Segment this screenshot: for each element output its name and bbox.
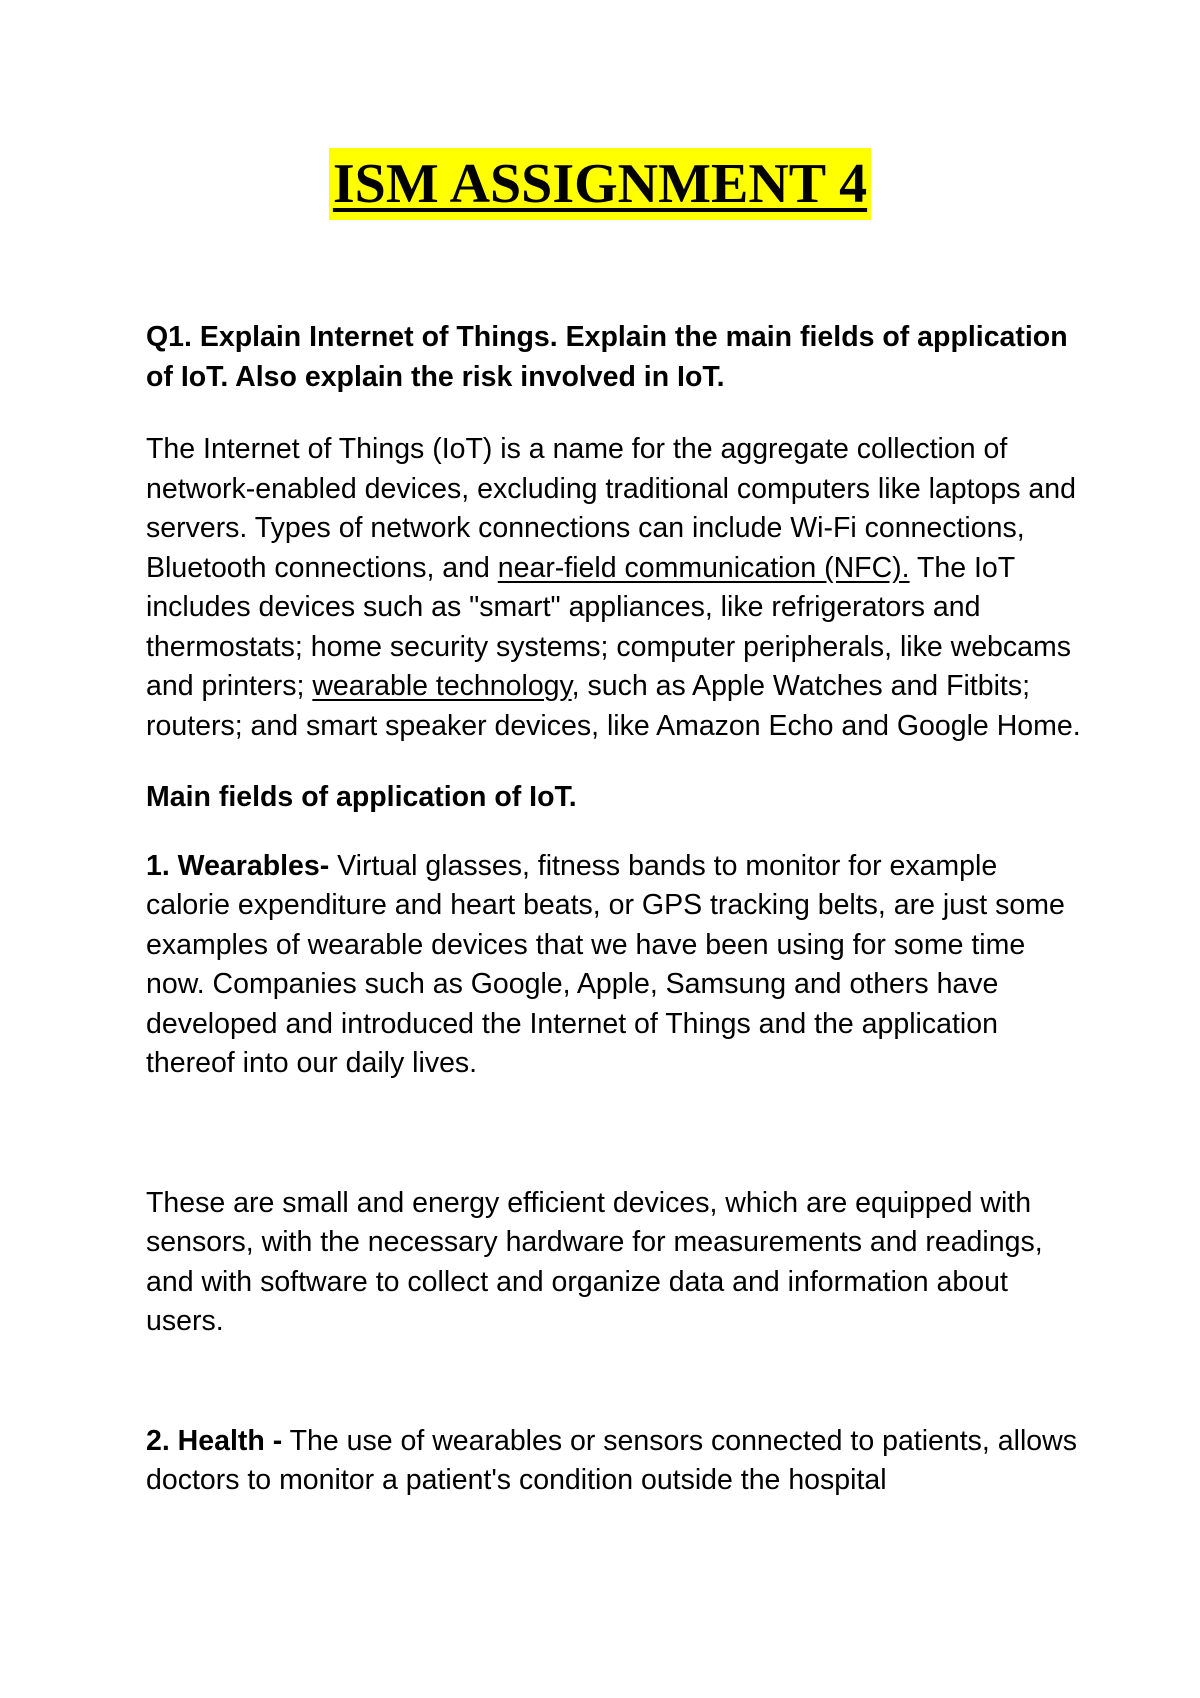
question-heading: Q1. Explain Internet of Things. Explain the main fields of application of IoT. Also explain the risk involved in IoT.	[146, 321, 1068, 393]
intro-text-2: The IoT includes devices such as "smart" appliances, like refrigerators and thermostats; home security systems; computer peripherals, like webcams and printers;	[146, 551, 1071, 702]
intro-text-3: , such as Apple Watches and Fitbits; routers; and smart speaker devices, like Amazon Echo and Google Home.	[146, 670, 1081, 742]
fields-heading: Main fields of application of IoT.	[146, 781, 577, 813]
wearable-technology-link[interactable]: wearable technology	[312, 670, 572, 702]
nfc-link[interactable]: near-field communication (NFC).	[497, 551, 910, 584]
intro-text-1: The Internet of Things (IoT) is a name for the aggregate collection of network-enabled devices, excluding traditional computers like laptops and servers. Types of network connections can include Wi-Fi connections, Bluetooth connections, and	[146, 433, 1076, 584]
wearables-text: Virtual glasses, fitness bands to monitor for example calorie expenditure and heart beats, or GPS tracking belts, are just some examples of wearable devices that we have been using for some time now. Companies such as Google, Apple, Samsung and others have developed and introduced the Internet of Things and the application thereof into our daily lives.	[146, 849, 1065, 1079]
health-label: 2. Health -	[146, 1424, 283, 1457]
wearables-paragraph	[146, 847, 1086, 1084]
document-title: ISM ASSIGNMENT 4	[329, 148, 871, 220]
devices-paragraph: These are small and energy efficient devices, which are equipped with sensors, with the necessary hardware for measurements and readings, and with software to collect and organize data and information about users.	[146, 1186, 1043, 1337]
document-body	[146, 318, 1086, 1501]
wearables-label: 1. Wearables-	[146, 849, 330, 882]
health-text: The use of wearables or sensors connected to patients, allows doctors to monitor a patient's condition outside the hospital	[146, 1424, 1077, 1496]
health-paragraph	[146, 1422, 1086, 1501]
title-wrapper	[0, 148, 1200, 220]
intro-paragraph	[146, 430, 1086, 746]
